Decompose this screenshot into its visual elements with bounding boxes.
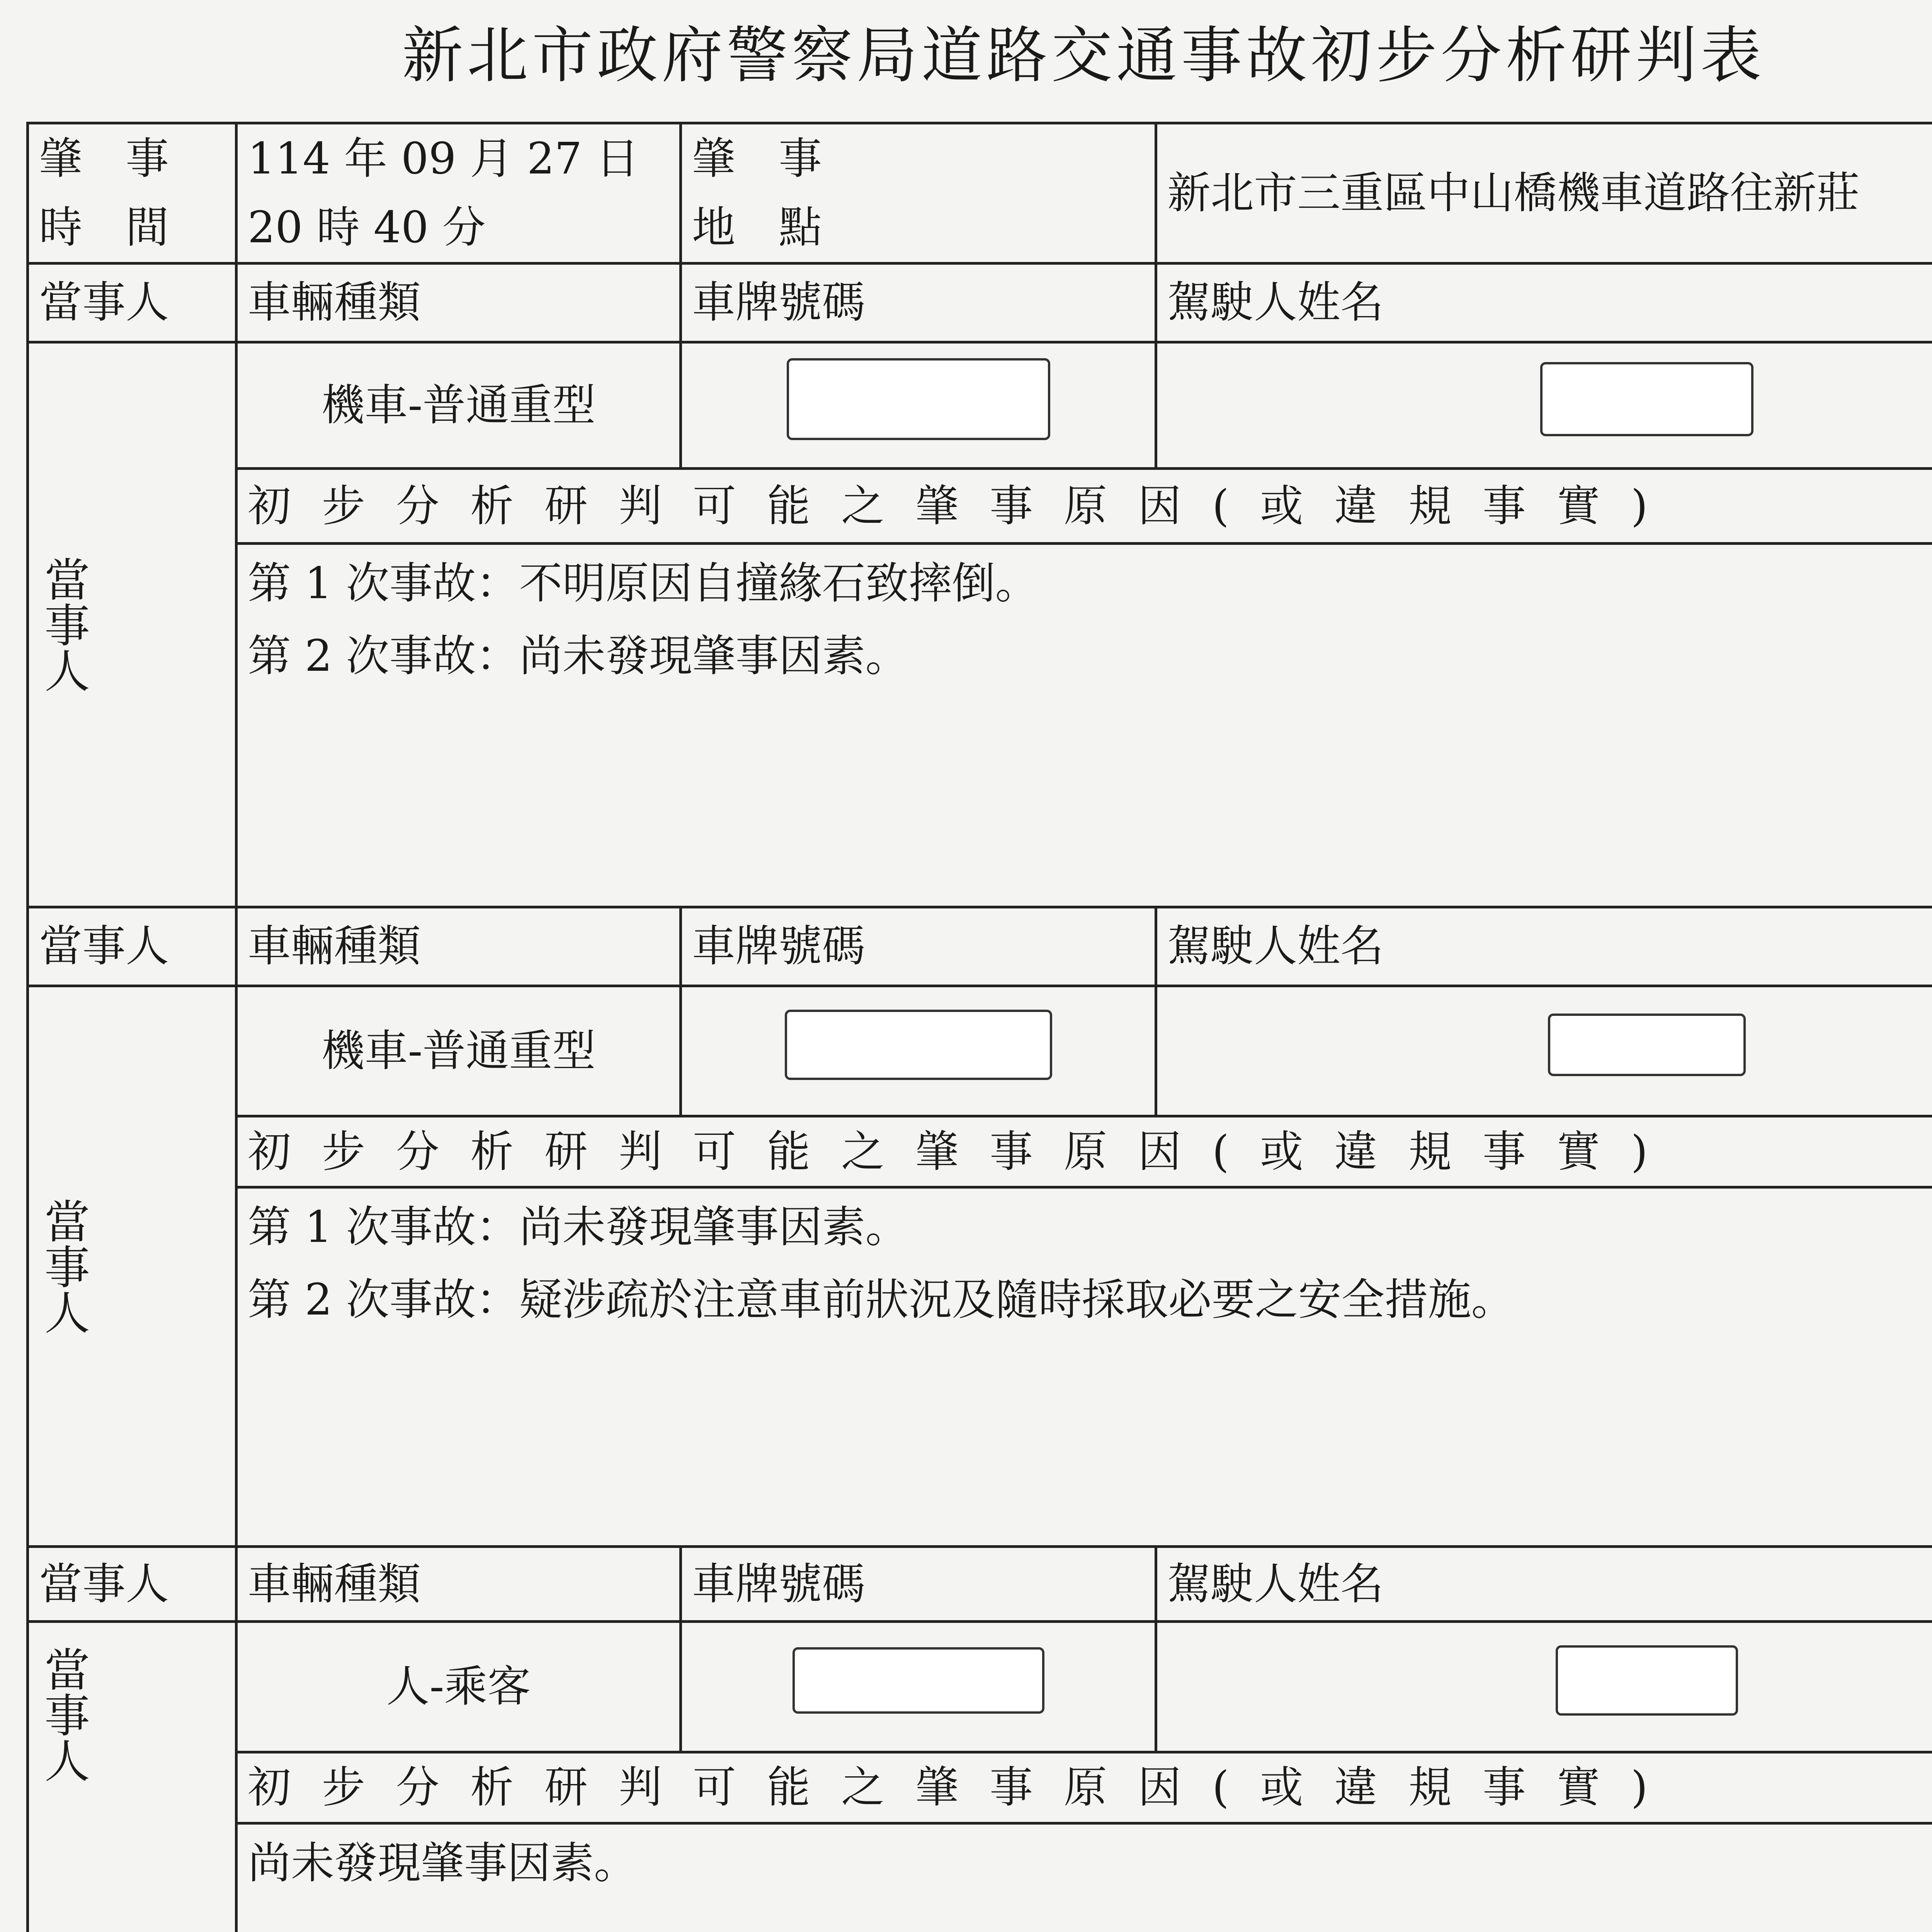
- place-label-cell: [681, 123, 1156, 264]
- analysis-form: [26, 122, 1932, 1932]
- party-2-cause-2: 第 2 次事故：疑涉疏於注意車前狀況及隨時採取必要之安全措施。: [248, 1275, 1515, 1325]
- time-label-bottom: 時 間: [39, 202, 169, 253]
- party-2-cause-1: 第 1 次事故：尚未發現肇事因素。: [248, 1202, 909, 1253]
- party-2-cause-row: [28, 1187, 1932, 1547]
- party-1-label: 當事人: [36, 556, 90, 693]
- party-1-driver-redaction: [1540, 362, 1753, 436]
- party-1-cause-row: [28, 544, 1932, 907]
- party-3-cause-1: 尚未發現肇事因素。: [248, 1838, 637, 1888]
- vehicle-type-column-label: 車輛種類: [236, 907, 681, 986]
- party-3-plate-cell: [681, 1622, 1156, 1752]
- party-3-cause-heading-row: [28, 1752, 1932, 1823]
- party-3-cause-row: [28, 1823, 1932, 1932]
- party-column-label: 當事人: [28, 907, 236, 986]
- party-column-label: 當事人: [28, 263, 236, 342]
- party-1-cause-heading-row: [28, 469, 1932, 544]
- time-value-cell: [236, 123, 681, 264]
- party-2-cause-heading-row: [28, 1116, 1932, 1187]
- party-3-plate-redaction: [793, 1647, 1044, 1714]
- party-1-info-row: [28, 342, 1932, 469]
- driver-name-column-label: 駕駛人姓名: [1156, 1547, 1932, 1622]
- party-3-causes: [236, 1823, 1932, 1932]
- party-1-header-row: [28, 263, 1932, 342]
- party-1-cause-2: 第 2 次事故：尚未發現肇事因素。: [248, 631, 909, 682]
- party-1-driver-cell: [1156, 342, 1932, 469]
- party-1-vehicle-type: 機車-普通重型: [236, 342, 681, 469]
- party-1-causes: [236, 544, 1932, 907]
- party-2-causes: [236, 1187, 1932, 1547]
- party-3-vehicle-type: 人-乘客: [236, 1622, 681, 1752]
- plate-column-label: 車牌號碼: [681, 907, 1156, 986]
- party-2-plate-cell: [681, 986, 1156, 1116]
- time-label-cell: [28, 123, 236, 264]
- vehicle-type-column-label: 車輛種類: [236, 263, 681, 342]
- party-3-label: 當事人: [36, 1646, 90, 1783]
- accident-time: 20 時 40 分: [248, 202, 486, 253]
- plate-column-label: 車牌號碼: [681, 1547, 1156, 1622]
- party-1-plate-cell: [681, 342, 1156, 469]
- party-2-driver-cell: [1156, 986, 1932, 1116]
- time-label-top: 肇 事: [39, 133, 169, 184]
- party-2-plate-redaction: [785, 1010, 1052, 1080]
- driver-name-column-label: 駕駛人姓名: [1156, 907, 1932, 986]
- party-1-cause-heading: 初步分析研判可能之肇事原因(或違規事實): [236, 469, 1932, 544]
- party-1-label-cell: [28, 342, 236, 907]
- accident-date: 114 年 09 月 27 日: [248, 133, 639, 184]
- party-2-vehicle-type: 機車-普通重型: [236, 986, 681, 1116]
- accident-place: 新北市三重區中山橋機車道路往新莊: [1156, 123, 1932, 264]
- plate-column-label: 車牌號碼: [681, 263, 1156, 342]
- party-3-driver-cell: [1156, 1622, 1932, 1752]
- party-3-cause-heading: 初步分析研判可能之肇事原因(或違規事實): [236, 1752, 1932, 1823]
- party-3-header-row: [28, 1547, 1932, 1622]
- party-1-cause-1: 第 1 次事故：不明原因自撞緣石致摔倒。: [248, 558, 1039, 609]
- party-3-driver-redaction: [1556, 1645, 1738, 1716]
- vehicle-type-column-label: 車輛種類: [236, 1547, 681, 1622]
- header-row: [28, 123, 1932, 264]
- party-column-label: 當事人: [28, 1547, 236, 1622]
- page-title: 新北市政府警察局道路交通事故初步分析研判表: [402, 20, 1765, 91]
- party-3-info-row: [28, 1622, 1932, 1752]
- party-2-driver-redaction: [1548, 1014, 1746, 1076]
- driver-name-column-label: 駕駛人姓名: [1156, 263, 1932, 342]
- party-2-label: 當事人: [36, 1198, 90, 1335]
- party-2-header-row: [28, 907, 1932, 986]
- place-label-bottom: 地 點: [692, 202, 822, 253]
- place-label-top: 肇 事: [692, 133, 822, 184]
- party-2-cause-heading: 初步分析研判可能之肇事原因(或違規事實): [236, 1116, 1932, 1187]
- party-2-info-row: [28, 986, 1932, 1116]
- party-2-label-cell: [28, 986, 236, 1546]
- party-1-plate-redaction: [787, 358, 1050, 440]
- party-3-label-cell: [28, 1622, 236, 1932]
